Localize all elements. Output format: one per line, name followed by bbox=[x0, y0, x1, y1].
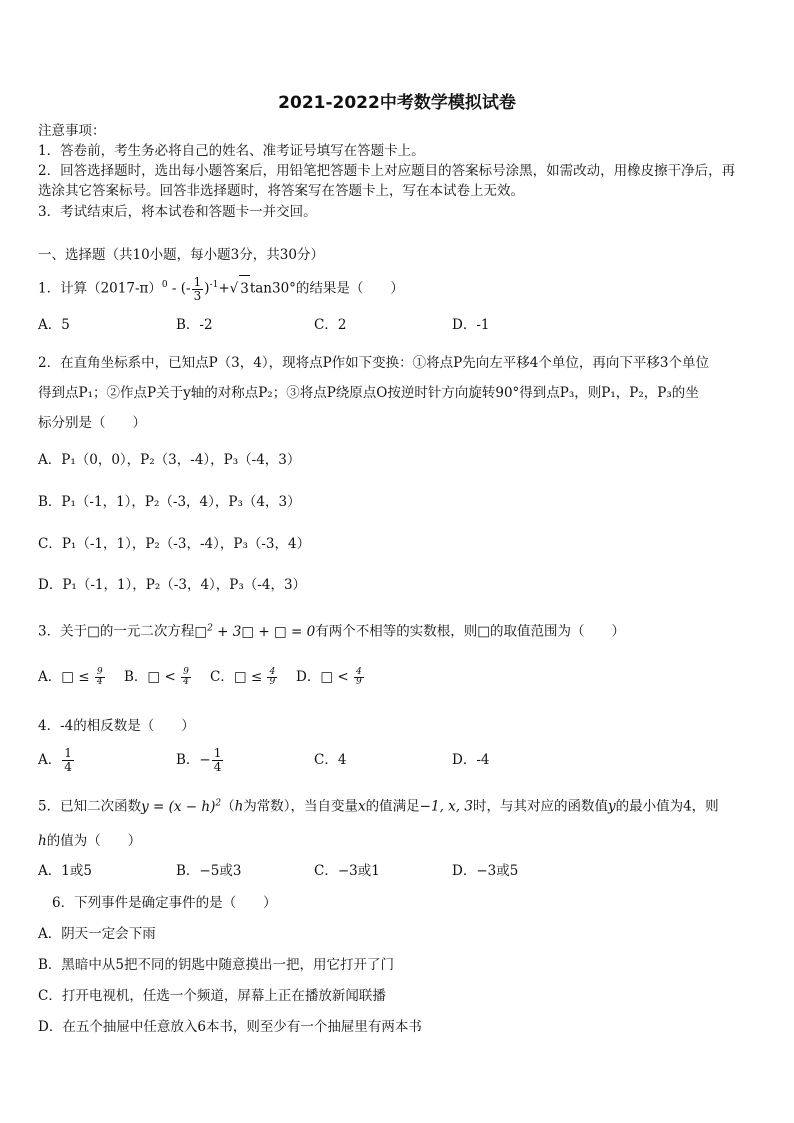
missing-glyph-icon: □ bbox=[194, 623, 208, 640]
question-2-line: 标分别是（ ） bbox=[38, 415, 146, 431]
q4-option-c: C．4 bbox=[314, 752, 347, 768]
q1-radicand: 3 bbox=[239, 275, 250, 302]
section-heading: 一、选择题（共10小题，每小题3分，共30分） bbox=[38, 247, 324, 263]
q3-option-b bbox=[124, 668, 192, 687]
q1-frac-num: 1 bbox=[193, 274, 202, 289]
question-5-line2 bbox=[38, 832, 141, 850]
q3-prefix: 3．关于 bbox=[38, 623, 88, 640]
q3-mid1: 的一元二次方程 bbox=[99, 623, 195, 640]
q5-text: 的值为（ ） bbox=[46, 833, 142, 849]
q3-option-label: D．□ < bbox=[296, 669, 353, 685]
notice-item: 3．考试结束后，将本试卷和答题卡一并交回。 bbox=[38, 204, 317, 220]
q3-eq-rest: + 3□ + □ = 0 bbox=[212, 623, 316, 640]
q3-option-label: A．□ ≤ bbox=[38, 669, 94, 685]
q1-frac-den: 3 bbox=[193, 288, 202, 303]
q5-h: h bbox=[38, 833, 47, 849]
q1-fraction bbox=[192, 276, 204, 303]
q4-frac-num: 1 bbox=[64, 746, 72, 760]
q3-frac-den: 9 bbox=[355, 677, 362, 687]
q3-frac-den: 4 bbox=[183, 677, 189, 687]
q5-text: （ bbox=[221, 798, 235, 815]
q5-y: y bbox=[607, 798, 616, 815]
q3-frac-num: 4 bbox=[269, 667, 276, 677]
q3-option-a bbox=[38, 668, 106, 687]
notice-item: 选涂其它答案标号。回答非选择题时，将答案写在答题卡上，写在本试卷上无效。 bbox=[38, 183, 524, 199]
q3-frac-num: 9 bbox=[183, 667, 189, 677]
q1-exp0: 0 bbox=[161, 280, 168, 290]
q5-h: h bbox=[234, 798, 244, 815]
q3-option-label: B．□ < bbox=[124, 669, 181, 685]
q5-option-d: D．−3或5 bbox=[452, 863, 519, 879]
q4-option-label: A． bbox=[38, 752, 62, 768]
question-3-stem bbox=[38, 619, 625, 641]
q3-mid2: 有两个不相等的实数根，则 bbox=[315, 623, 478, 640]
q5-text: 的最小值为4，则 bbox=[615, 798, 719, 815]
question-2-line: 得到点P₁；②作点P关于y轴的对称点P₂；③将点P绕原点O按逆时针方向旋转90°得到点P₃，则P₁，P₂，P₃的坐 bbox=[38, 385, 699, 401]
q4-option-a bbox=[38, 744, 75, 776]
q4-frac-den: 4 bbox=[64, 760, 72, 774]
sqrt-icon: √ bbox=[229, 280, 239, 297]
q3-frac-num: 4 bbox=[355, 667, 362, 677]
q1-option-d: D．-1 bbox=[452, 317, 490, 333]
q2-option-d: D．P₁（-1，1），P₂（-3，4），P₃（-4，3） bbox=[38, 577, 307, 593]
notice-item: 2．回答选择题时，选出每小题答案后，用铅笔把答题卡上对应题目的答案标号涂黑，如需改动，用橡皮擦干净后，再 bbox=[38, 163, 736, 179]
q4-option-label: B．− bbox=[176, 752, 211, 768]
q5-option-b: B．−5或3 bbox=[176, 863, 242, 879]
q3-frac-den: 4 bbox=[96, 677, 103, 687]
q3-eq-sup: 2 bbox=[207, 623, 213, 633]
question-1-stem bbox=[38, 272, 404, 303]
question-6-stem: 6．下列事件是确定事件的是（ ） bbox=[52, 895, 277, 911]
q4-frac-num: 1 bbox=[213, 746, 222, 760]
q6-option-b: B．黑暗中从5把不同的钥匙中随意摸出一把，用它打开了门 bbox=[38, 957, 395, 973]
notice-item: 1．答卷前，考生务必将自己的姓名、准考证号填写在答题卡上。 bbox=[38, 143, 425, 159]
q6-option-a: A．阴天一定会下雨 bbox=[38, 926, 156, 942]
question-4-stem: 4．-4的相反数是（ ） bbox=[38, 718, 195, 734]
missing-glyph-icon: □ bbox=[477, 623, 490, 640]
q1-plus: + bbox=[218, 280, 230, 297]
q3-option-d bbox=[296, 668, 365, 687]
q3-frac-num: 9 bbox=[96, 667, 103, 677]
q3-frac-den: 9 bbox=[269, 677, 276, 687]
q3-equation bbox=[194, 624, 315, 640]
q3-option-label: C．□ ≤ bbox=[210, 669, 267, 685]
q1-option-b: B．-2 bbox=[176, 317, 213, 333]
q6-option-c: C．打开电视机，任选一个频道，屏幕上正在播放新闻联播 bbox=[38, 988, 386, 1004]
q5-text: 时，与其对应的函数值 bbox=[472, 798, 608, 815]
q4-option-d: D．-4 bbox=[452, 752, 490, 768]
q1-minus: - (- bbox=[171, 280, 191, 297]
q2-option-c: C．P₁（-1，1），P₂（-3，-4），P₃（-3，4） bbox=[38, 536, 311, 552]
q1-prefix: 1．计算（2017-π） bbox=[38, 280, 162, 297]
q4-option-b bbox=[176, 744, 224, 776]
q1-option-c: C．2 bbox=[314, 317, 347, 333]
q4-frac-den: 4 bbox=[213, 760, 222, 774]
q1-tail: tan30°的结果是（ ） bbox=[249, 280, 404, 297]
q5-x: x bbox=[358, 798, 366, 815]
q2-option-b: B．P₁（-1，1），P₂（-3，4），P₃（4，3） bbox=[38, 494, 301, 510]
q5-func: y = (x − h) bbox=[141, 798, 216, 815]
q2-option-a: A．P₁（0，0），P₂（3，-4），P₃（-4，3） bbox=[38, 452, 301, 468]
q6-option-d: D．在五个抽屉中任意放入6本书，则至少有一个抽屉里有两本书 bbox=[38, 1019, 422, 1035]
q5-function bbox=[141, 799, 221, 815]
notice-heading: 注意事项： bbox=[38, 123, 106, 139]
q5-option-a: A．1或5 bbox=[38, 863, 92, 879]
q5-text: 的值满足 bbox=[365, 798, 420, 815]
question-2-line: 2．在直角坐标系中，已知点P（3，4），现将点P作如下变换：①将点P先向左平移4个单位，再向下平移3个单位 bbox=[38, 355, 709, 371]
q1-close: ) bbox=[204, 280, 210, 297]
q5-range: −1, x, 3 bbox=[419, 798, 473, 815]
q3-tail: 的取值范围为（ ） bbox=[490, 623, 625, 640]
question-5-line1 bbox=[38, 794, 719, 816]
q5-text: 为常数），当自变量 bbox=[243, 798, 359, 815]
q5-option-c: C．−3或1 bbox=[314, 863, 380, 879]
q1-exp1: -1 bbox=[209, 280, 219, 290]
q3-option-c bbox=[210, 668, 278, 687]
q1-option-a: A．5 bbox=[38, 317, 70, 333]
q5-func-sup: 2 bbox=[215, 798, 222, 808]
page-title: 2021-2022中考数学模拟试卷 bbox=[278, 93, 516, 113]
q5-text: 5．已知二次函数 bbox=[38, 798, 142, 815]
missing-glyph-icon: □ bbox=[87, 623, 100, 640]
